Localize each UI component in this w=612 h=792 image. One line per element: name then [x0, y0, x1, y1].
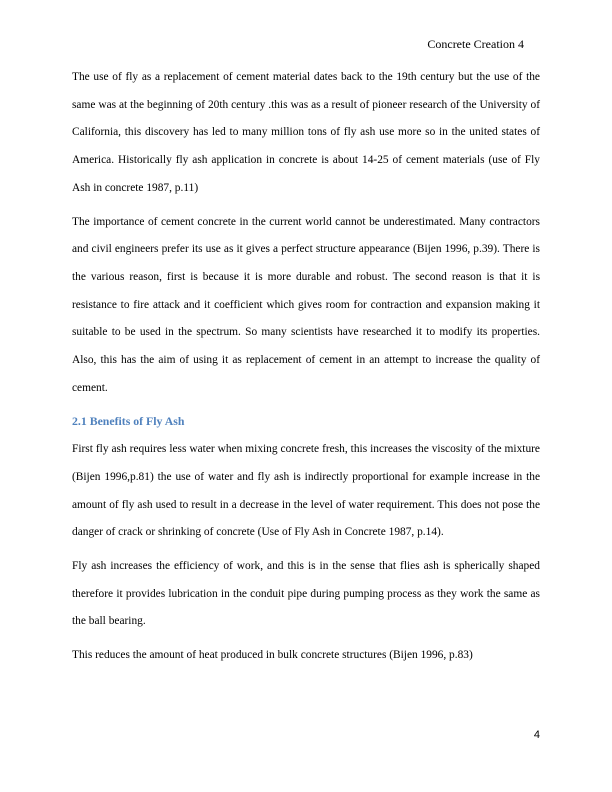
paragraph-fly-ash-history: The use of fly as a replacement of cement material dates back to the 19th century but the use of the same was at the beginning of 20th century .this was as a result of pioneer research of the University of California, this discovery has led to many million tons of fly ash use more so in the united states of America. Historically fly ash application in concrete is about 14-25 of cement materials (use of Fly Ash in concrete 1987, p.11) — [72, 71, 540, 194]
page-number: 4 — [533, 729, 540, 741]
paragraph-water-requirement: First fly ash requires less water when mixing concrete fresh, this increases the viscosity of the mixture (Bijen 1996,p.81) the use of water and fly ash is indirectly proportional for example increase in the amount of fly ash used to result in a decrease in the level of water requirement. This does not pose the danger of crack or shrinking of concrete (Use of Fly Ash in Concrete 1987, p.14). — [72, 443, 540, 539]
paragraph-heat-reduction: This reduces the amount of heat produced in bulk concrete structures (Bijen 1996, p.83) — [72, 649, 473, 662]
section-heading: 2.1 Benefits of Fly Ash — [72, 414, 185, 429]
running-head: Concrete Creation 4 — [427, 37, 524, 51]
paragraph-work-efficiency: Fly ash increases the efficiency of work, and this is in the sense that flies ash is spherically shaped therefore it provides lubrication in the conduit pipe during pumping process as they work the same as the ball bearing. — [72, 559, 540, 628]
document-body — [72, 64, 540, 670]
paragraph-cement-importance: The importance of cement concrete in the current world cannot be underestimated. Many contractors and civil engineers prefer its use as it gives a perfect structure appearance (Bijen 1996, p.39). There is the various reason, first is because it is more durable and robust. The second reason is that it is resistance to fire attack and it coefficient which gives room for contraction and expansion making it suitable to be used in the spectrum. So many scientists have researched it to modify its properties. Also, this has the aim of using it as replacement of cement in an attempt to increase the quality of cement. — [72, 215, 540, 394]
